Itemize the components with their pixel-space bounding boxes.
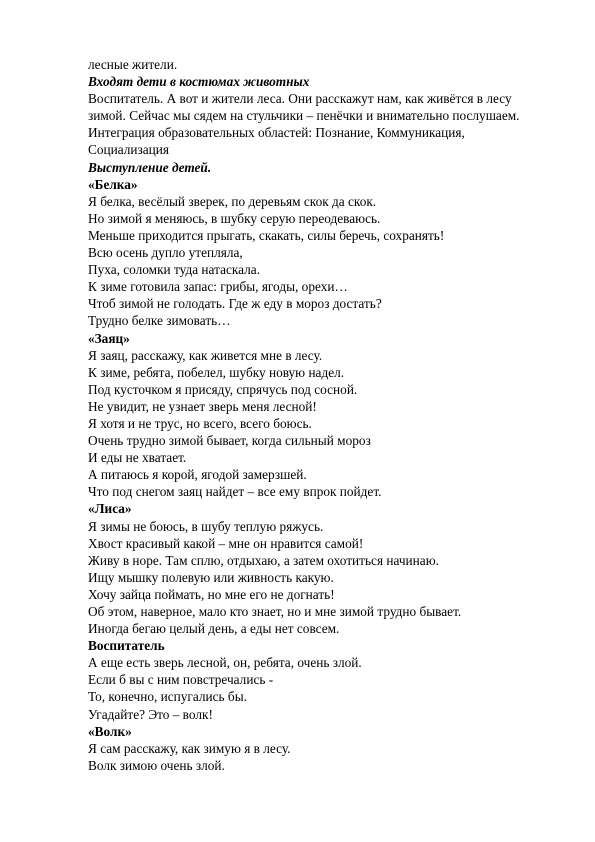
hare-line-4: Не увидит, не узнает зверь меня лесной!: [88, 398, 317, 414]
stage-direction-enter: Входят дети в костюмах животных: [88, 74, 310, 90]
squirrel-line-6: К зиме готовила запас: грибы, ягоды, орехи…: [88, 279, 348, 295]
squirrel-line-5: Пуха, соломки туда натаскала.: [88, 262, 261, 278]
hare-line-9: Что под снегом заяц найдет – все ему впрок пойдет.: [88, 484, 382, 500]
teacher-riddle-line-2: Если б вы с ним повстречались -: [88, 672, 274, 688]
integration-line-2: Социализация: [88, 142, 170, 158]
fox-line-4: Ищу мышку полевую или живность какую.: [88, 569, 334, 585]
squirrel-line-8: Трудно белке зимовать…: [88, 313, 231, 329]
hare-line-7: И еды не хватает.: [88, 450, 187, 466]
heading-wolf: «Волк»: [88, 723, 132, 739]
fox-line-5: Хочу зайца поймать, но мне его не догнать!: [88, 586, 335, 602]
squirrel-line-3: Меньше приходится прыгать, скакать, силы беречь, сохранять!: [88, 227, 445, 243]
squirrel-line-4: Всю осень дупло утепляла,: [88, 245, 243, 261]
squirrel-line-2: Но зимой я меняюсь, в шубку серую переодеваюсь.: [88, 210, 381, 226]
hare-line-6: Очень трудно зимой бывает, когда сильный мороз: [88, 433, 371, 449]
intro-line-1: лесные жители.: [88, 57, 178, 72]
squirrel-line-7: Чтоб зимой не голодать. Где ж еду в мороз достать?: [88, 296, 382, 312]
heading-fox: «Лиса»: [88, 501, 132, 517]
fox-line-1: Я зимы не боюсь, в шубу теплую ряжусь.: [88, 518, 324, 534]
teacher-line-1: Воспитатель. А вот и жители леса. Они расскажут нам, как живётся в лесу: [88, 91, 512, 107]
wolf-line-1: Я сам расскажу, как зимую я в лесу.: [88, 740, 291, 756]
hare-line-1: Я заяц, расскажу, как живется мне в лесу.: [88, 347, 323, 363]
teacher-line-2: зимой. Сейчас мы сядем на стульчики – пенёчки и внимательно послушаем.: [88, 108, 520, 124]
hare-line-5: Я хотя и не трус, но всего, всего боюсь.: [88, 415, 312, 431]
stage-direction-performance: Выступление детей.: [88, 159, 212, 175]
wolf-line-2: Волк зимою очень злой.: [88, 757, 225, 773]
hare-line-3: Под кусточком я присяду, спрячусь под сосной.: [88, 381, 358, 397]
hare-line-2: К зиме, ребята, побелел, шубку новую надел.: [88, 364, 345, 380]
teacher-riddle-line-4: Угадайте? Это – волк!: [88, 706, 213, 722]
fox-line-7: Иногда бегаю целый день, а еды нет совсем.: [88, 621, 340, 637]
heading-hare: «Заяц»: [88, 330, 130, 346]
document-text: [88, 56, 558, 774]
teacher-riddle-line-3: То, конечно, испугались бы.: [88, 689, 247, 705]
heading-teacher: Воспитатель: [88, 638, 165, 654]
fox-line-2: Хвост красивый какой – мне он нравится самой!: [88, 535, 364, 551]
heading-squirrel: «Белка»: [88, 176, 138, 192]
fox-line-6: Об этом, наверное, мало кто знает, но и мне зимой трудно бывает.: [88, 604, 462, 619]
fox-line-3: Живу в норе. Там сплю, отдыхаю, а затем охотиться начинаю.: [88, 552, 439, 568]
integration-line-1: Интеграция образовательных областей: Познание, Коммуникация,: [88, 125, 465, 141]
squirrel-line-1: Я белка, весёлый зверек, по деревьям скок да скок.: [88, 193, 377, 209]
hare-line-8: А питаюсь я корой, ягодой замерзшей.: [88, 467, 307, 483]
teacher-riddle-line-1: А еще есть зверь лесной, он, ребята, очень злой.: [88, 655, 362, 671]
